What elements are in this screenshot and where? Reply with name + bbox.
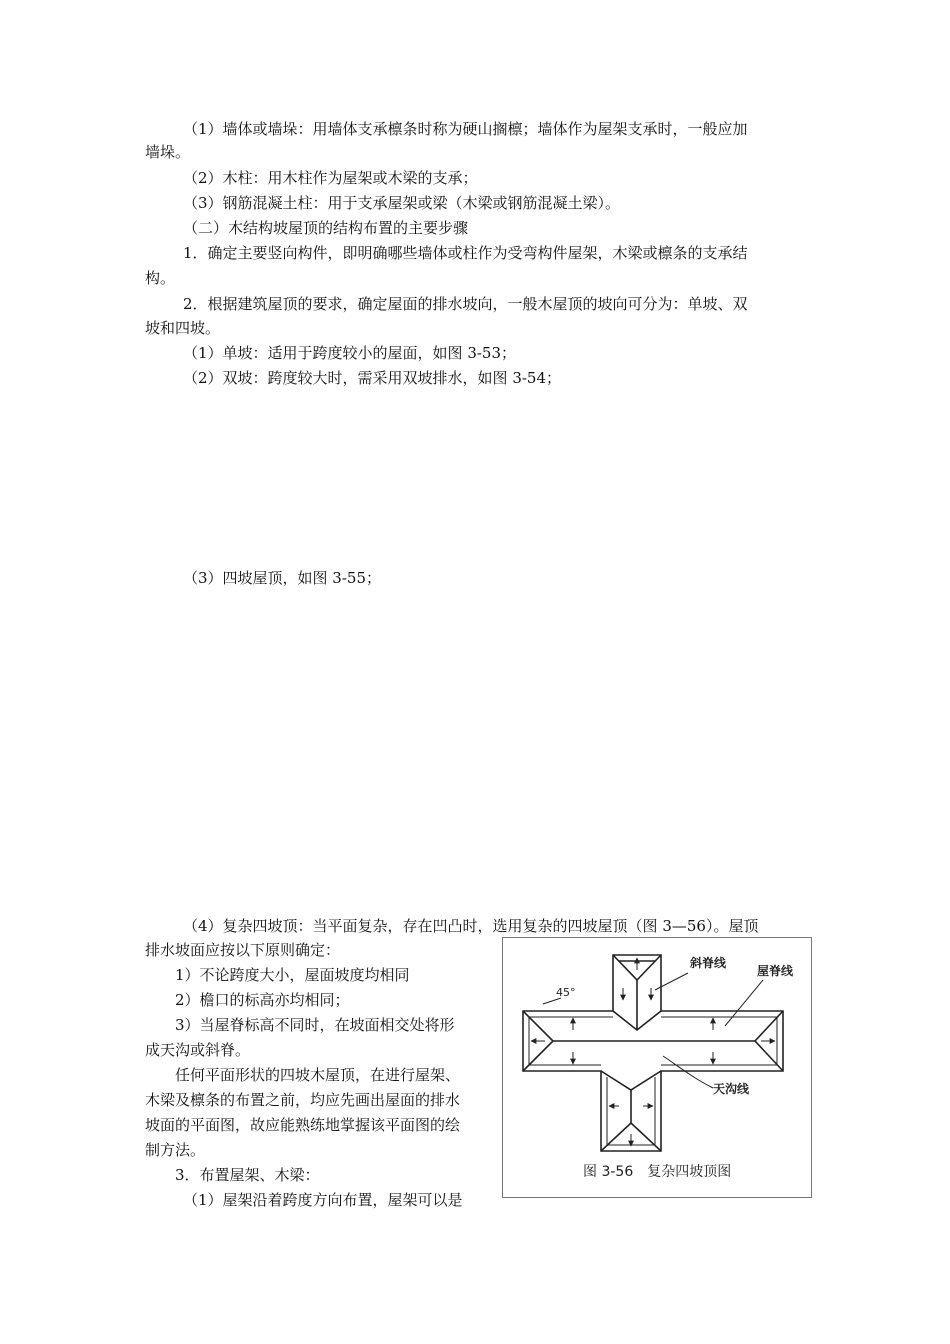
paragraph-line: （2）木柱：用木柱作为屋架或木梁的支承； bbox=[183, 169, 478, 187]
paragraph-line: 2．根据建筑屋顶的要求，确定屋面的排水坡向，一般木屋顶的坡向可分为：单坡、双 bbox=[183, 295, 748, 313]
paragraph-line: 任何平面形状的四坡木屋顶，在进行屋架、 bbox=[175, 1066, 461, 1084]
paragraph-line: 2）檐口的标高亦均相同； bbox=[175, 991, 350, 1009]
paragraph-line: 1．确定主要竖向构件，即明确哪些墙体或柱作为受弯构件屋架，木梁或檩条的支承结 bbox=[183, 244, 748, 262]
paragraph-line: 排水坡面应按以下原则确定： bbox=[145, 941, 341, 959]
paragraph-line: 成天沟或斜脊。 bbox=[145, 1041, 251, 1059]
paragraph-line: 坡面的平面图，故应能熟练地掌握该平面图的绘 bbox=[145, 1116, 461, 1134]
angle-label: 45° bbox=[556, 986, 576, 999]
paragraph-line: （2）双坡：跨度较大时，需采用双坡排水，如图 3-54； bbox=[183, 369, 562, 387]
paragraph-line: （3）四坡屋顶，如图 3-55； bbox=[183, 569, 382, 587]
paragraph-line: （1）屋架沿着跨度方向布置，屋架可以是 bbox=[183, 1191, 463, 1209]
paragraph-line: （3）钢筋混凝土柱：用于支承屋架或梁（木梁或钢筋混凝土梁）。 bbox=[183, 194, 621, 212]
ridge-line-label: 屋脊线 bbox=[757, 964, 794, 978]
valley-line-label: 天沟线 bbox=[713, 1082, 750, 1096]
paragraph-line: （4）复杂四坡顶：当平面复杂，存在凹凸时，选用复杂的四坡屋顶（图 3—56）。屋顶 bbox=[183, 917, 759, 935]
hip-roof-diagram bbox=[503, 938, 811, 1197]
paragraph-line: 坡和四坡。 bbox=[145, 319, 221, 337]
paragraph-line: 1）不论跨度大小，屋面坡度均相同 bbox=[175, 966, 410, 984]
paragraph-line: （1）墙体或墙垛：用墙体支承檩条时称为硬山搁檩；墙体作为屋架支承时，一般应加 bbox=[183, 120, 748, 138]
paragraph-line: 墙垛。 bbox=[145, 143, 191, 161]
figure-caption: 图 3-56 复杂四坡顶图 bbox=[583, 1164, 732, 1180]
paragraph-line: 构。 bbox=[145, 269, 176, 287]
roof-outline bbox=[523, 955, 783, 1151]
hip-line-label: 斜脊线 bbox=[690, 956, 727, 970]
paragraph-line: 制方法。 bbox=[145, 1141, 206, 1159]
paragraph-line: 木梁及檩条的布置之前，均应先画出屋面的排水 bbox=[145, 1091, 461, 1109]
paragraph-line: 3）当屋脊标高不同时，在坡面相交处将形 bbox=[175, 1016, 455, 1034]
paragraph-line: （1）单坡：适用于跨度较小的屋面，如图 3-53； bbox=[183, 344, 517, 362]
paragraph-line: 3．布置屋架、木梁： bbox=[175, 1166, 320, 1184]
roof-plan-figure bbox=[502, 937, 812, 1198]
section-heading: （二）木结构坡屋顶的结构布置的主要步骤 bbox=[183, 219, 469, 237]
